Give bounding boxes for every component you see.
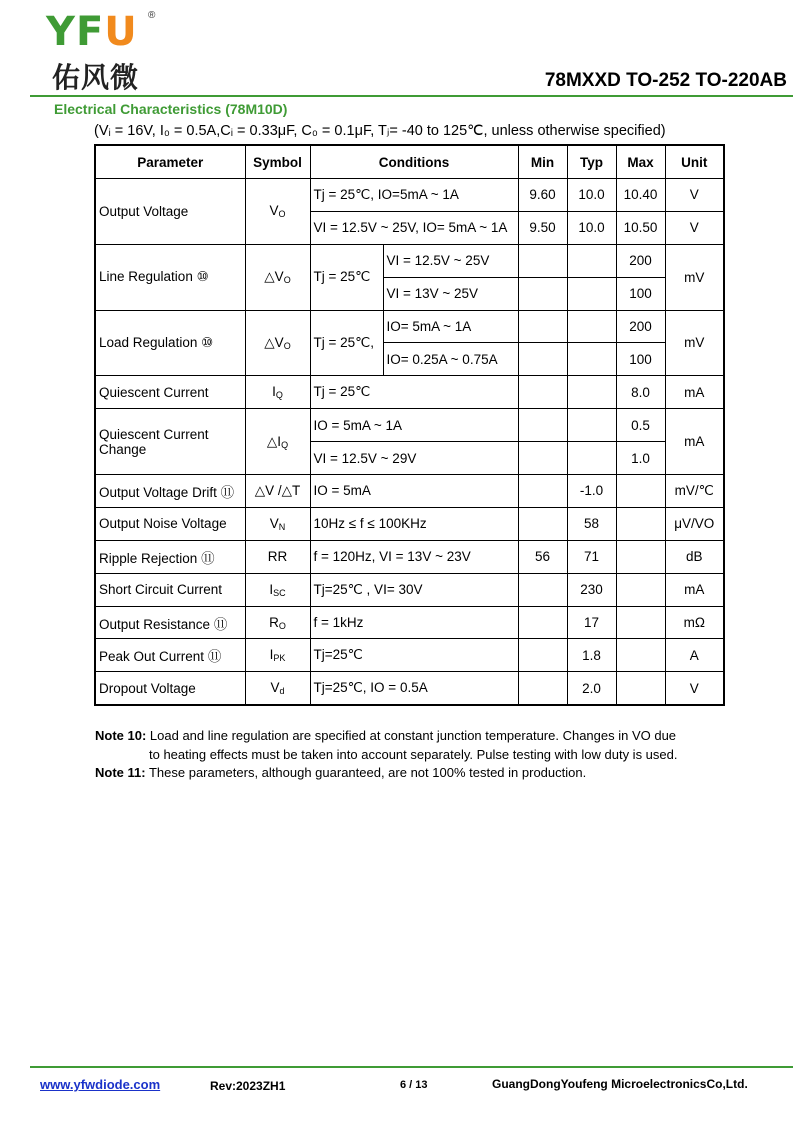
- company-name: GuangDongYoufeng MicroelectronicsCo,Ltd.: [492, 1077, 748, 1091]
- table-row: [95, 376, 724, 409]
- unit-cell: mA: [665, 409, 724, 475]
- table-row: [95, 573, 724, 606]
- condition-cell: VI = 12.5V ~ 29V: [310, 442, 518, 475]
- table-row: [95, 179, 724, 212]
- min-cell: [518, 672, 567, 705]
- note-10: Note 10: Load and line regulation are specified at constant junction temperature. Changes in VO due: [95, 728, 677, 743]
- min-cell: [518, 475, 567, 508]
- condition-cell: VI = 12.5V ~ 25V, IO= 5mA ~ 1A: [310, 211, 518, 244]
- unit-cell: V: [665, 672, 724, 705]
- min-cell: 56: [518, 540, 567, 573]
- company-logo: [46, 9, 156, 94]
- max-cell: [616, 507, 665, 540]
- unit-cell: μV/VO: [665, 507, 724, 540]
- header-divider: [30, 95, 793, 97]
- typ-cell: 10.0: [567, 179, 616, 212]
- revision-label: Rev:2023ZH1: [210, 1079, 286, 1093]
- test-conditions: (Vᵢ = 16V, I₀ = 0.5A,Cᵢ = 0.33μF, C₀ = 0.1μF, Tⱼ= -40 to 125℃, unless otherwise specified): [94, 123, 666, 139]
- condition-cell: Tj=25℃ , VI= 30V: [310, 573, 518, 606]
- condition-cell: f = 1kHz: [310, 606, 518, 639]
- electrical-characteristics-table: [94, 144, 725, 706]
- condition-cell: Tj = 25℃: [310, 376, 518, 409]
- min-cell: [518, 244, 567, 277]
- symbol-cell: $I_{SC}$: [245, 573, 310, 606]
- condition-cell: Tj=25℃: [310, 639, 518, 672]
- param-cell: Output Resistance ⑪: [95, 606, 245, 639]
- unit-cell: mA: [665, 573, 724, 606]
- table-row: [95, 409, 724, 442]
- condition-cell: IO = 5mA: [310, 475, 518, 508]
- notes-section: [95, 727, 678, 783]
- unit-cell: mΩ: [665, 606, 724, 639]
- symbol-cell: $\triangle V_O$: [245, 310, 310, 376]
- min-cell: [518, 573, 567, 606]
- param-cell: Output Noise Voltage: [95, 507, 245, 540]
- symbol-cell: $R_O$: [245, 606, 310, 639]
- param-cell: Quiescent Current: [95, 376, 245, 409]
- symbol-cell: $\triangle V_O$: [245, 244, 310, 310]
- param-cell: Ripple Rejection ⑪: [95, 540, 245, 573]
- max-cell: [616, 606, 665, 639]
- typ-cell: [567, 409, 616, 442]
- sub-condition-cell: VI = 12.5V ~ 25V: [383, 244, 518, 277]
- table-row: [95, 606, 724, 639]
- max-cell: 8.0: [616, 376, 665, 409]
- max-cell: 10.40: [616, 179, 665, 212]
- sub-condition-cell: VI = 13V ~ 25V: [383, 277, 518, 310]
- table-row: [95, 310, 724, 343]
- header-min: Min: [518, 145, 567, 179]
- min-cell: [518, 310, 567, 343]
- param-cell: Output Voltage Drift ⑪: [95, 475, 245, 508]
- max-cell: 1.0: [616, 442, 665, 475]
- unit-cell: dB: [665, 540, 724, 573]
- max-cell: [616, 573, 665, 606]
- table-row: [95, 475, 724, 508]
- document-title: 78MXXD TO-252 TO-220AB: [544, 70, 787, 91]
- note-marker: ⑪: [207, 649, 222, 665]
- header-typ: Typ: [567, 145, 616, 179]
- param-cell: Quiescent Current Change: [95, 409, 245, 475]
- max-cell: 0.5: [616, 409, 665, 442]
- header-symbol: Symbol: [245, 145, 310, 179]
- param-cell: Dropout Voltage: [95, 672, 245, 705]
- logo-chinese-name: 佑风微: [52, 61, 140, 94]
- min-cell: [518, 343, 567, 376]
- min-cell: 9.60: [518, 179, 567, 212]
- typ-cell: [567, 343, 616, 376]
- symbol-cell: RR: [245, 540, 310, 573]
- typ-cell: [567, 442, 616, 475]
- table-row: [95, 507, 724, 540]
- symbol-cell: $V_N$: [245, 507, 310, 540]
- header-parameter: Parameter: [95, 145, 245, 179]
- max-cell: [616, 475, 665, 508]
- symbol-cell: $V_O$: [245, 179, 310, 245]
- param-cell: Load Regulation ⑩: [95, 310, 245, 376]
- min-cell: [518, 277, 567, 310]
- unit-cell: V: [665, 179, 724, 212]
- condition-cell: f = 120Hz, VI = 13V ~ 23V: [310, 540, 518, 573]
- header-max: Max: [616, 145, 665, 179]
- symbol-cell: $V_d$: [245, 672, 310, 705]
- max-cell: 100: [616, 343, 665, 376]
- min-cell: [518, 507, 567, 540]
- typ-cell: 58: [567, 507, 616, 540]
- symbol-cell: $I_{PK}$: [245, 639, 310, 672]
- min-cell: [518, 442, 567, 475]
- min-cell: [518, 606, 567, 639]
- typ-cell: [567, 310, 616, 343]
- table-row: [95, 540, 724, 573]
- typ-cell: 2.0: [567, 672, 616, 705]
- unit-cell: A: [665, 639, 724, 672]
- typ-cell: [567, 277, 616, 310]
- sub-condition-cell: IO= 0.25A ~ 0.75A: [383, 343, 518, 376]
- unit-cell: mV/℃: [665, 475, 724, 508]
- header-unit: Unit: [665, 145, 724, 179]
- param-cell: Short Circuit Current: [95, 573, 245, 606]
- typ-cell: [567, 376, 616, 409]
- sub-condition-cell: IO= 5mA ~ 1A: [383, 310, 518, 343]
- condition-cell: 10Hz ≤ f ≤ 100KHz: [310, 507, 518, 540]
- footer-divider: [30, 1066, 793, 1068]
- condition-cell: IO = 5mA ~ 1A: [310, 409, 518, 442]
- note-11: Note 11: These parameters, although guaranteed, are not 100% tested in production.: [95, 765, 587, 780]
- typ-cell: -1.0: [567, 475, 616, 508]
- min-cell: 9.50: [518, 211, 567, 244]
- condition-cell: Tj = 25℃: [310, 244, 383, 310]
- website-link[interactable]: www.yfwdiode.com: [40, 1077, 161, 1092]
- note-marker: ⑪: [213, 616, 228, 632]
- table-row: [95, 244, 724, 277]
- typ-cell: 71: [567, 540, 616, 573]
- typ-cell: [567, 244, 616, 277]
- symbol-cell: △V /△T: [245, 475, 310, 508]
- condition-cell: Tj = 25℃, IO=5mA ~ 1A: [310, 179, 518, 212]
- note-marker: ⑩: [196, 269, 209, 285]
- note-marker: ⑪: [201, 550, 215, 566]
- max-cell: 10.50: [616, 211, 665, 244]
- typ-cell: 1.8: [567, 639, 616, 672]
- param-cell: Peak Out Current ⑪: [95, 639, 245, 672]
- param-cell: Output Voltage: [95, 179, 245, 245]
- unit-cell: mA: [665, 376, 724, 409]
- header-conditions: Conditions: [310, 145, 518, 179]
- typ-cell: 17: [567, 606, 616, 639]
- page-number: 6 / 13: [400, 1079, 428, 1091]
- symbol-cell: $\triangle I_Q$: [245, 409, 310, 475]
- logo-letters: YFU: [46, 9, 138, 55]
- note-10-continued: to heating effects must be taken into account separately. Pulse testing with low duty is used.: [149, 746, 678, 762]
- min-cell: [518, 409, 567, 442]
- unit-cell: mV: [665, 310, 724, 376]
- unit-cell: mV: [665, 244, 724, 310]
- table-row: [95, 672, 724, 705]
- table-row: [95, 639, 724, 672]
- max-cell: [616, 540, 665, 573]
- max-cell: 200: [616, 310, 665, 343]
- symbol-cell: $I_Q$: [245, 376, 310, 409]
- max-cell: 100: [616, 277, 665, 310]
- note-marker: ⑩: [201, 334, 214, 350]
- max-cell: 200: [616, 244, 665, 277]
- min-cell: [518, 639, 567, 672]
- section-title: Electrical Characteristics (78M10D): [54, 101, 288, 117]
- param-cell: Line Regulation ⑩: [95, 244, 245, 310]
- condition-cell: Tj=25℃, IO = 0.5A: [310, 672, 518, 705]
- table-header-row: [95, 145, 724, 179]
- condition-cell: Tj = 25℃,: [310, 310, 383, 376]
- typ-cell: 230: [567, 573, 616, 606]
- max-cell: [616, 639, 665, 672]
- typ-cell: 10.0: [567, 211, 616, 244]
- registered-mark: ®: [148, 10, 156, 21]
- min-cell: [518, 376, 567, 409]
- note-marker: ⑪: [220, 484, 235, 500]
- max-cell: [616, 672, 665, 705]
- unit-cell: V: [665, 211, 724, 244]
